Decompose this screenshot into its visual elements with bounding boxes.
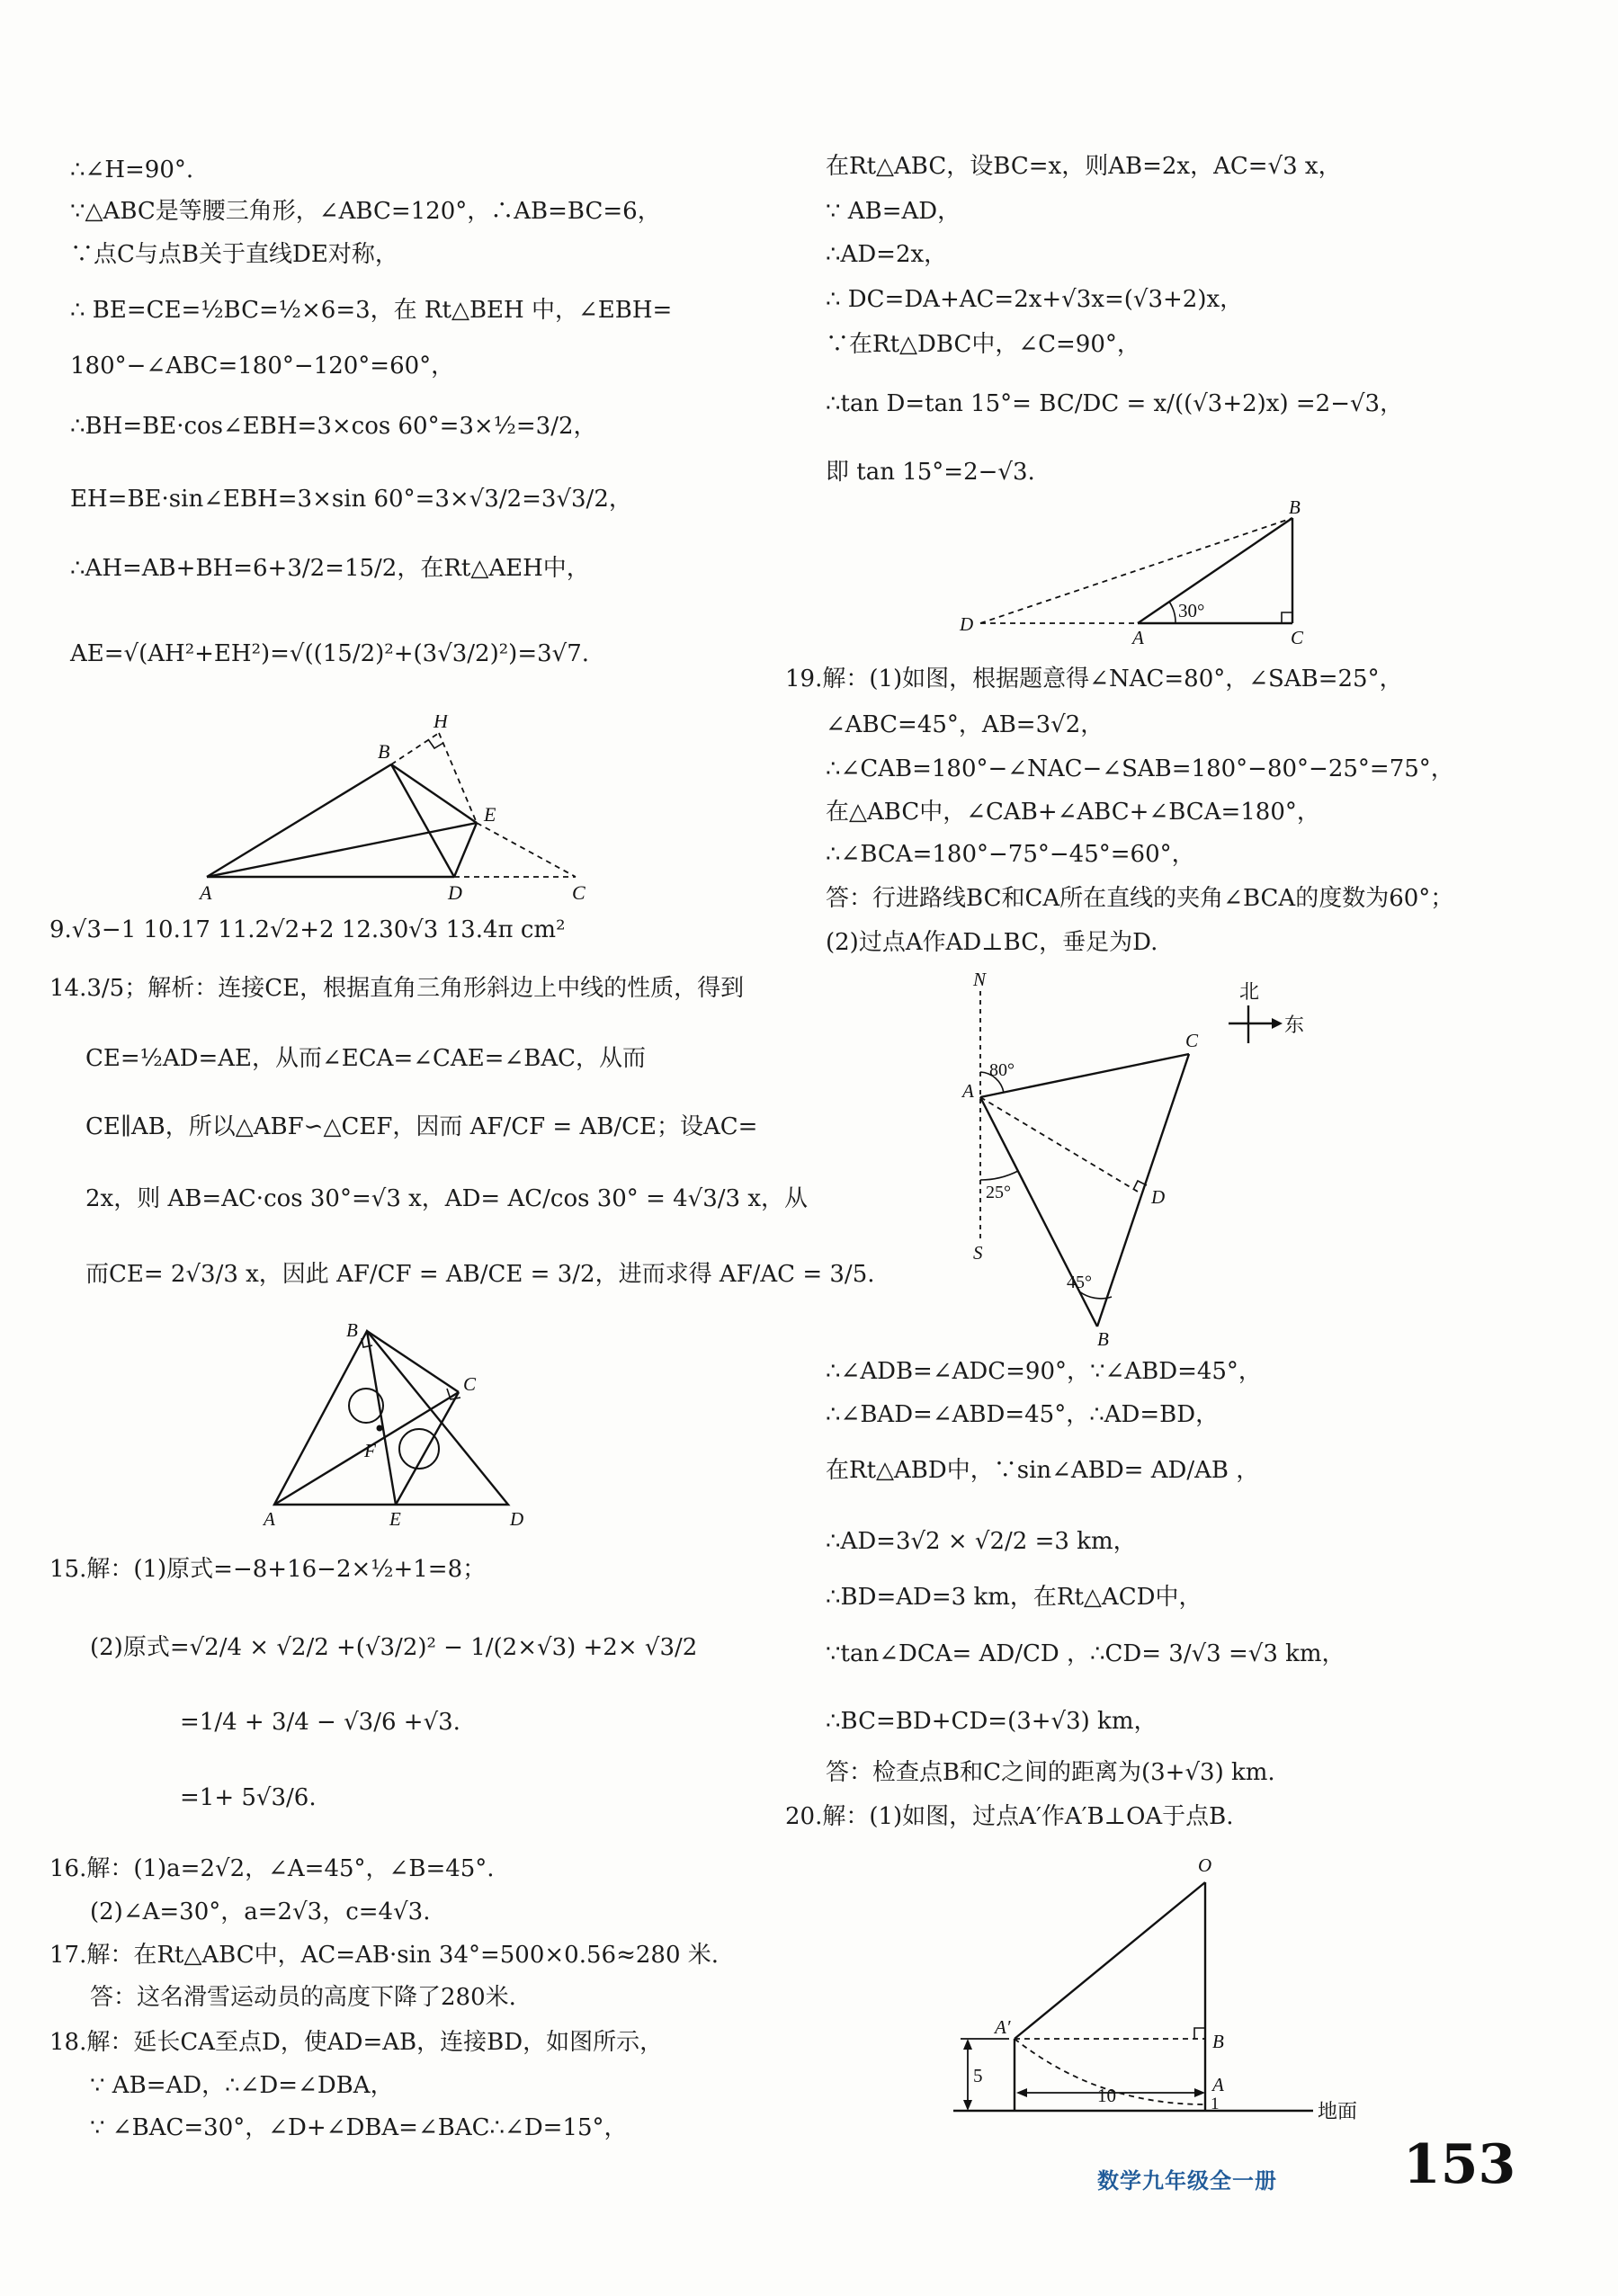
text-line: EH=BE·sin∠EBH=3×sin 60°=3×√3/2=3√3/2， xyxy=(70,486,632,513)
text-line: ∴AD=2x， xyxy=(826,241,948,268)
text-line: 2x，则 AB=AC·cos 30°=√3 x，AD= AC/cos 30° = 4√3/3 x，从 xyxy=(85,1185,809,1212)
text-line: 答：这名滑雪运动员的高度下降了280米. xyxy=(90,1984,516,2011)
text-line: ∴AD=3√2 × √2/2 =3 km， xyxy=(826,1528,1137,1555)
label-c: C xyxy=(572,881,586,904)
text-line: 19.解：(1)如图，根据题意得∠NAC=80°，∠SAB=25°， xyxy=(785,666,1403,692)
label-angle-80: 80° xyxy=(989,1060,1015,1080)
text-line: 答：行进路线BC和CA所在直线的夹角∠BCA的度数为60°； xyxy=(826,885,1454,912)
label-a: A xyxy=(1132,627,1144,648)
text-line: AE=√(AH²+EH²)=√((15/2)²+(3√3/2)²)=3√7. xyxy=(70,640,590,667)
text-line: 15.解：(1)原式=−8+16−2×½+1=8； xyxy=(49,1556,487,1583)
label-e: E xyxy=(389,1508,401,1527)
text-line: ∵点C与点B关于直线DE对称， xyxy=(70,241,398,268)
text-line: ∴∠CAB=180°−∠NAC−∠SAB=180°−80°−25°=75°， xyxy=(826,755,1454,782)
label-d: D xyxy=(960,613,974,635)
text-line: 180°−∠ABC=180°−120°=60°， xyxy=(70,353,455,380)
text-line: =1/4 + 3/4 − √3/6 +√3. xyxy=(180,1709,460,1736)
label-north: 北 xyxy=(1239,980,1260,1003)
label-b: B xyxy=(346,1320,358,1341)
figure-3-svg xyxy=(949,497,1327,650)
text-line: ∴∠BAD=∠ABD=45°，∴AD=BD， xyxy=(826,1401,1220,1428)
text-line: ∴AH=AB+BH=6+3/2=15/2，在Rt△AEH中， xyxy=(70,555,590,582)
text-line: ∴∠H=90°. xyxy=(70,156,194,183)
text-line: ∠ABC=45°，AB=3√2， xyxy=(826,711,1104,738)
text-line-answers: 9.√3−1 10.17 11.2√2+2 12.30√3 13.4π cm² xyxy=(49,916,566,943)
label-a: A xyxy=(200,881,212,904)
text-line: ∵△ABC是等腰三角形，∠ABC=120°，∴AB=BC=6， xyxy=(70,198,661,225)
label-b: B xyxy=(1212,2031,1224,2052)
label-c: C xyxy=(1185,1030,1199,1051)
text-line: ∵tan∠DCA= AD/CD ，∴CD= 3/√3 =√3 km， xyxy=(826,1640,1345,1667)
text-line: CE∥AB，所以△ABF∽△CEF，因而 AF/CF = AB/CE；设AC= xyxy=(85,1113,758,1140)
label-n: N xyxy=(973,969,987,990)
text-line: 即 tan 15°=2−√3. xyxy=(826,459,1035,486)
label-d: D xyxy=(510,1508,524,1527)
figure-compass-triangle xyxy=(953,962,1331,1349)
text-line: (2)过点A作AD⊥BC，垂足为D. xyxy=(826,929,1158,956)
figure-4-svg xyxy=(953,962,1331,1349)
label-d: D xyxy=(448,881,462,904)
text-line: ∴∠BCA=180°−75°−45°=60°， xyxy=(826,841,1195,868)
label-1: 1 xyxy=(1211,2095,1220,2113)
book-title: 数学九年级全一册 xyxy=(1097,2168,1277,2193)
text-line: ∵ ∠BAC=30°，∠D+∠DBA=∠BAC∴∠D=15°， xyxy=(90,2114,628,2141)
figure-1-svg xyxy=(189,715,612,908)
text-line: 在△ABC中，∠CAB+∠ABC+∠BCA=180°， xyxy=(826,799,1320,826)
figure-triangle-abcd xyxy=(256,1320,544,1527)
figure-triangle-dbc xyxy=(949,497,1327,650)
label-h: H xyxy=(434,715,448,732)
text-line: 而CE= 2√3/3 x，因此 AF/CF = AB/CE = 3/2，进而求得 AF/AC = 3/5. xyxy=(85,1261,875,1288)
label-c: C xyxy=(463,1373,477,1395)
label-angle-30: 30° xyxy=(1178,600,1205,621)
text-line: 在Rt△ABC，设BC=x，则AB=2x，AC=√3 x， xyxy=(826,153,1342,180)
text-line: ∴BH=BE·cos∠EBH=3×cos 60°=3×½=3/2， xyxy=(70,413,597,440)
label-b: B xyxy=(1289,497,1301,518)
text-line: 18.解：延长CA至点D，使AD=AB，连接BD，如图所示， xyxy=(49,2029,664,2056)
label-c: C xyxy=(1291,627,1304,648)
label-a: A xyxy=(962,1080,974,1102)
text-line: (2)∠A=30°，a=2√3，c=4√3. xyxy=(90,1898,431,1925)
text-line: ∴BD=AD=3 km，在Rt△ACD中， xyxy=(826,1584,1202,1611)
figure-triangle-abe xyxy=(189,715,612,908)
text-line: ∴tan D=tan 15°= BC/DC = x/((√3+2)x) =2−√3， xyxy=(826,390,1404,417)
text-line: 答：检查点B和C之间的距离为(3+√3) km. xyxy=(826,1759,1275,1786)
text-line: 20.解：(1)如图，过点A′作A′B⊥OA于点B. xyxy=(785,1803,1234,1830)
label-a: A xyxy=(264,1508,275,1527)
text-line: =1+ 5√3/6. xyxy=(180,1784,317,1811)
figure-2-svg xyxy=(256,1320,544,1527)
text-line: 16.解：(1)a=2√2，∠A=45°，∠B=45°. xyxy=(49,1855,495,1882)
label-s: S xyxy=(973,1242,983,1264)
text-line: ∵ AB=AD，∴∠D=∠DBA， xyxy=(90,2072,394,2099)
label-b: B xyxy=(378,740,390,763)
label-angle-25: 25° xyxy=(986,1183,1011,1202)
label-angle-45: 45° xyxy=(1067,1273,1092,1292)
figure-pendulum xyxy=(944,1839,1358,2131)
text-line: ∴∠ADB=∠ADC=90°，∵∠ABD=45°， xyxy=(826,1358,1262,1385)
label-distance-10: 10 xyxy=(1097,2085,1116,2106)
page-number: 153 xyxy=(1403,2133,1516,2196)
text-line: CE=½AD=AE，从而∠ECA=∠CAE=∠BAC，从而 xyxy=(85,1045,647,1072)
text-line: ∴ DC=DA+AC=2x+√3x=(√3+2)x， xyxy=(826,286,1244,313)
label-ground: 地面 xyxy=(1318,2100,1358,2122)
label-east: 东 xyxy=(1284,1014,1305,1036)
figure-5-svg xyxy=(944,1839,1358,2131)
text-line: 17.解：在Rt△ABC中，AC=AB·sin 34°=500×0.56≈280 米. xyxy=(49,1942,720,1969)
text-line: ∴BC=BD+CD=(3+√3) km， xyxy=(826,1708,1158,1735)
label-d: D xyxy=(1151,1186,1166,1208)
text-line: (2)原式=√2/4 × √2/2 +(√3/2)² − 1/(2×√3) +2× √3/2 xyxy=(90,1634,698,1661)
label-a: A xyxy=(1212,2074,1224,2095)
label-b: B xyxy=(1097,1328,1109,1349)
text-line: ∴ BE=CE=½BC=½×6=3，在 Rt△BEH 中，∠EBH= xyxy=(70,297,673,324)
label-e: E xyxy=(484,803,496,826)
label-f: F xyxy=(364,1440,376,1461)
label-o: O xyxy=(1198,1854,1212,1876)
text-line: ∵在Rt△DBC中，∠C=90°， xyxy=(826,331,1140,358)
label-a-prime: A′ xyxy=(995,2016,1011,2038)
label-height-5: 5 xyxy=(973,2065,983,2086)
text-line: 14.3/5；解析：连接CE，根据直角三角形斜边上中线的性质，得到 xyxy=(49,975,745,1002)
text-line: 在Rt△ABD中，∵sin∠ABD= AD/AB ， xyxy=(826,1457,1260,1484)
text-line: ∵ AB=AD， xyxy=(826,198,961,225)
